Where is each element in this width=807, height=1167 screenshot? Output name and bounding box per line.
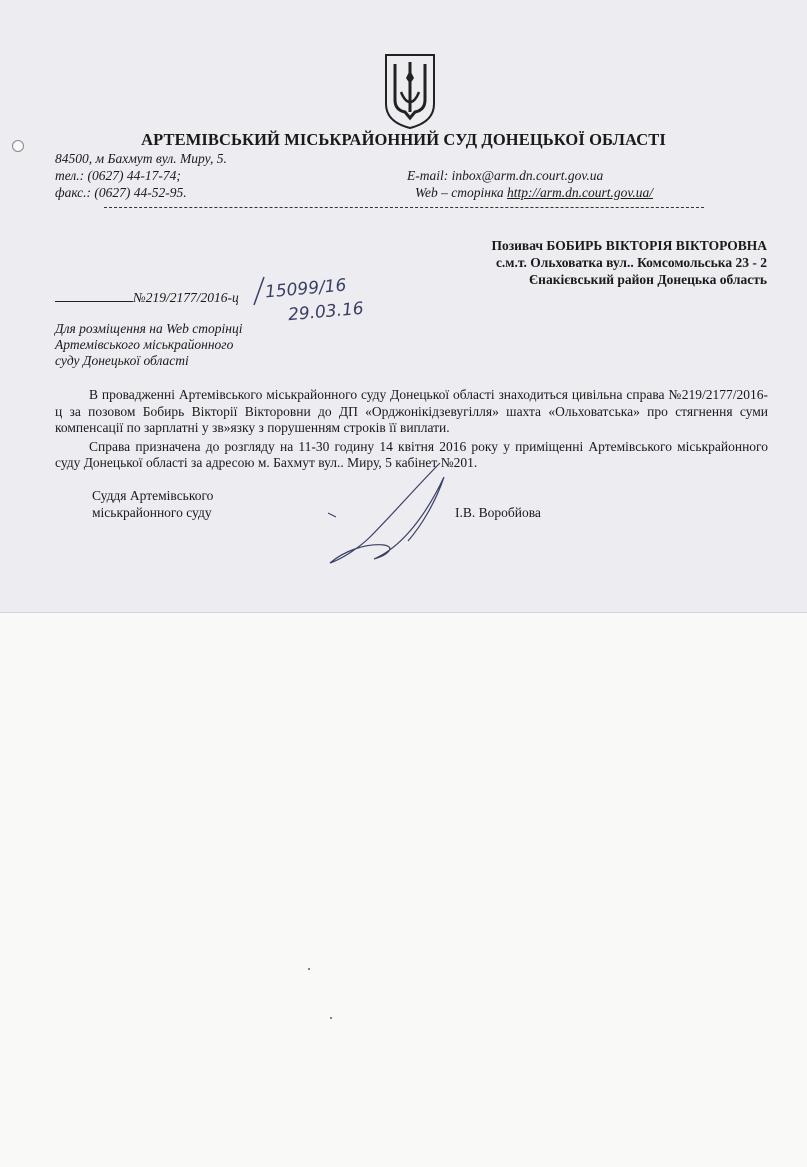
web-placement-note — [55, 321, 242, 369]
web-note-line: суду Донецької області — [55, 353, 189, 368]
recipient-name: Позивач БОБИРЬ ВІКТОРІЯ ВІКТОРОВНА — [491, 238, 767, 253]
web-note-line: Артемівського міськрайонного — [55, 337, 234, 352]
notice-paragraph: Справа призначена до розгляду на 11-30 годину 14 квітня 2016 року у приміщенні Артемівського міськрайонного суду Донецької області за адресою м. Бахмут вул.. Миру, 5 кабінет №201. — [55, 438, 768, 470]
blank-lower-area — [0, 613, 807, 1167]
court-email: E-mail: inbox@arm.dn.court.gov.ua — [407, 168, 604, 183]
court-fax: факс.: (0627) 44-52-95. — [55, 185, 187, 200]
court-title: АРТЕМІВСЬКИЙ МІСЬКРАЙОННИЙ СУД ДОНЕЦЬКОЇ ОБЛАСТІ — [141, 130, 666, 149]
recipient-address: с.м.т. Ольховатка вул.. Комсомольська 23 - 2 — [495, 255, 767, 270]
court-address: 84500, м Бахмут вул. Миру, 5. — [55, 151, 227, 166]
handwritten-registration-date: 29.03.16 — [287, 298, 365, 326]
judge-title-line: Суддя Артемівського — [92, 488, 214, 503]
handwritten-signature — [322, 455, 462, 575]
number-blank — [55, 301, 133, 302]
court-web — [415, 185, 653, 201]
scan-speck — [308, 968, 310, 970]
trident-emblem-icon — [383, 52, 437, 130]
judge-name: І.В. Воробйова — [455, 505, 541, 520]
scan-speck — [330, 1017, 332, 1019]
web-note-line: Для розміщення на Web сторінці — [55, 321, 243, 336]
case-number-line — [55, 290, 239, 306]
case-number: №219/2177/2016-ц — [133, 290, 239, 305]
court-phone: тел.: (0627) 44-17-74; — [55, 168, 181, 183]
notice-paragraph: В провадженні Артемівського міськрайонного суду Донецької області знаходиться цивільна справа №219/2177/2016-ц за позовом Бобирь Вікторії Вікторовни до ДП «Орджонікідзевугілля» шахта «Ольховатська» про стягнення суми компенсації по зарплатні у зв»язку з порушенням строків її виплати. — [55, 387, 768, 435]
judge-title — [92, 488, 213, 521]
web-link[interactable]: http://arm.dn.court.gov.ua/ — [507, 185, 654, 200]
handwritten-registration-number: 15099/16 — [264, 275, 348, 303]
recipient-region: Єнакієвський район Донецька область — [529, 272, 767, 287]
header-divider — [104, 207, 704, 208]
web-prefix: Web – сторінка — [415, 185, 508, 200]
judge-title-line: міськрайонного суду — [92, 504, 212, 520]
